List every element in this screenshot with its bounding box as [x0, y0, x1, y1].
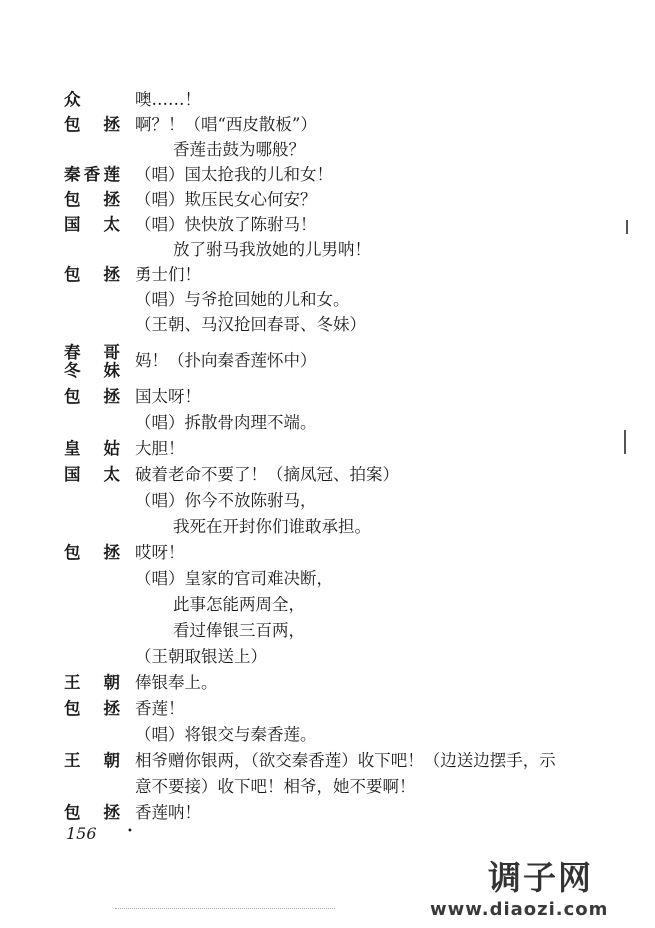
dialogue-line	[0, 137, 655, 163]
speaker-label: 包 拯	[64, 190, 120, 209]
dialogue-text: 破着老命不要了！（摘凤冠、拍案）	[135, 465, 399, 484]
stage-direction	[0, 644, 655, 670]
dialogue-line	[0, 410, 655, 436]
dialogue-line	[0, 774, 655, 800]
dialogue-line	[0, 540, 655, 566]
lyric-continuation: 我死在开封你们谁敢承担。	[173, 517, 371, 536]
watermark-title: 调子网	[488, 858, 593, 897]
dialogue-text: 香莲呐！	[135, 803, 201, 822]
dialogue-line	[0, 342, 655, 378]
dialogue-line	[0, 488, 655, 514]
speaker-label: 众	[64, 90, 81, 109]
dialogue-line	[0, 670, 655, 696]
dialogue-line	[0, 722, 655, 748]
dialogue-text: 勇士们！	[135, 265, 201, 284]
speaker-label: 国 太	[64, 465, 120, 484]
stage-direction	[0, 312, 655, 338]
dialogue-line	[0, 436, 655, 462]
speaker-label: 包 拯	[64, 265, 120, 284]
dialogue-text: 妈！（扑向秦香莲怀中）	[135, 351, 317, 370]
dialogue-line	[0, 212, 655, 238]
dialogue-line	[0, 87, 655, 113]
dialogue-line	[0, 566, 655, 592]
speaker-label-top: 春 哥	[64, 343, 120, 362]
speaker-label: 包 拯	[64, 699, 120, 718]
speaker-label: 皇 姑	[64, 439, 120, 458]
speaker-label: 包 拯	[64, 115, 120, 134]
dialogue-text: 意不要接）收下吧！相爷，她不要啊！	[135, 777, 416, 796]
speaker-label: 包 拯	[64, 543, 120, 562]
lyric-continuation: 放了驸马我放她的儿男呐！	[173, 240, 371, 259]
dialogue-text: （唱）国太抢我的儿和女！	[135, 165, 333, 184]
dialogue-text: （唱）将银交与秦香莲。	[135, 725, 317, 744]
dialogue-text: 噢……！	[135, 90, 201, 109]
dialogue-text: 大胆！	[135, 439, 185, 458]
dialogue-text: （王朝、马汉抢回春哥、冬妹）	[135, 315, 366, 334]
dialogue-line	[0, 287, 655, 313]
speaker-label: 包 拯	[64, 387, 120, 406]
dialogue-text: （王朝取银送上）	[135, 647, 267, 666]
dialogue-line	[0, 237, 655, 263]
speaker-label: 王 朝	[64, 751, 120, 770]
dialogue-line	[0, 187, 655, 213]
scan-mark	[626, 220, 628, 234]
dialogue-line	[0, 696, 655, 722]
watermark-url: www.diaozi.com	[430, 899, 609, 920]
dialogue-text: （唱）拆散骨肉理不端。	[135, 413, 317, 432]
lyric-continuation: 看过俸银三百两，	[173, 621, 305, 640]
speaker-label-bottom: 冬 妹	[64, 361, 120, 380]
dialogue-line	[0, 748, 655, 774]
dialogue-line	[0, 162, 655, 188]
dialogue-text: 俸银奉上。	[135, 673, 218, 692]
dialogue-text: 香莲！	[135, 699, 185, 718]
dialogue-text: 相爷赠你银两，（欲交秦香莲）收下吧！（边送边摆手，示	[135, 751, 556, 770]
dialogue-line	[0, 618, 655, 644]
page-number: 156	[66, 824, 97, 843]
dialogue-line	[0, 112, 655, 138]
dialogue-line	[0, 384, 655, 410]
lyric-continuation: 此事怎能两周全，	[173, 595, 305, 614]
dialogue-text: 哎呀！	[135, 543, 185, 562]
dialogue-text: （唱）皇家的官司难决断，	[135, 569, 333, 588]
speaker-label: 包 拯	[64, 803, 120, 822]
speaker-label: 国 太	[64, 215, 120, 234]
dialogue-text: （唱）快快放了陈驸马！	[135, 215, 317, 234]
dialogue-line	[0, 262, 655, 288]
dialogue-line	[0, 514, 655, 540]
dialogue-text: （唱）欺压民女心何安？	[135, 190, 317, 209]
dialogue-line	[0, 592, 655, 618]
dialogue-text: 啊？！（唱“西皮散板”）	[135, 115, 317, 134]
speaker-label: 王 朝	[64, 673, 120, 692]
scan-noise	[115, 908, 335, 915]
scan-dot: •	[127, 826, 133, 837]
dialogue-line	[0, 462, 655, 488]
scan-mark	[624, 430, 626, 454]
dialogue-text: 国太呀！	[135, 387, 201, 406]
dialogue-text: （唱）你今不放陈驸马，	[135, 491, 317, 510]
speaker-label: 秦 香 莲	[64, 165, 120, 184]
lyric-continuation: 香莲击鼓为哪般？	[173, 140, 305, 159]
dialogue-text: （唱）与爷抢回她的儿和女。	[135, 290, 350, 309]
dialogue-line	[0, 800, 655, 826]
